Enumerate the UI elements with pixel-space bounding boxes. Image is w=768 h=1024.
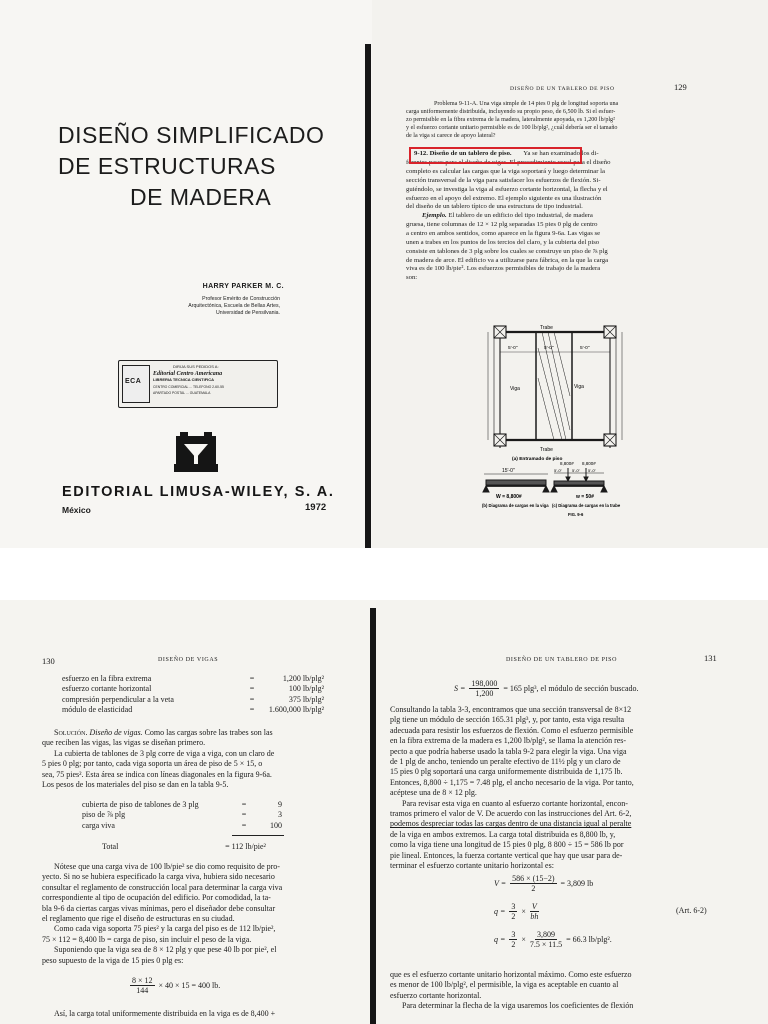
stamp-line: APARTADO POSTAL ... GUATEMALA (153, 391, 211, 396)
stamp-line: LIBRERIA TECNICA CIENTIFICA (153, 377, 215, 383)
text-line: Para revisar esta viga en cuanto al esfuerzo cortante horizontal, encon- (402, 798, 628, 808)
body-text (390, 970, 730, 1012)
text-line: unen a trabes en los puntos de los tercios del claro, y la cubierta del piso (406, 238, 600, 246)
author-desc-line: Profesor Emérito de Construcción (202, 296, 280, 302)
title-line: DISEÑO SIMPLIFICADO (58, 122, 325, 148)
stresses-table (62, 674, 362, 716)
solucion-label: Solución. (54, 728, 88, 737)
text-line: Entonces, 8,800 ÷ 1,175 = 7.48 plg, el ancho necesario de la viga. Por tanto, (390, 777, 634, 787)
table-cell-label: módulo de elasticidad (62, 705, 133, 715)
cover-page (0, 0, 372, 548)
dim-label: 5'-0" (580, 346, 590, 351)
fraction-denominator: 1,200 (475, 689, 494, 698)
running-head: DISEÑO DE UN TABLERO DE PISO (506, 657, 618, 663)
stamp-logo-icon (122, 365, 150, 403)
label-viga-mid: Viga (574, 384, 584, 390)
equation-lhs: V = (494, 879, 507, 888)
page-number: 131 (704, 653, 717, 663)
text-line: viva es de 100 lb/pie². Los esfuerzos permisibles de trabajo de la madera (406, 265, 601, 273)
equation-rest: = 3,809 lb (560, 879, 594, 888)
text-line: adecuada para resistir los esfuerzos de flexión. Como el esfuerzo permisible (390, 725, 634, 735)
text-line: consultar el reglamento de construcción local para determinar la carga viva (42, 882, 283, 892)
dim-label: 5'-0" (554, 468, 562, 473)
text-line: de 1 plg de ancho, teniendo un peralte efectivo de 11½ plg y un claro de (390, 757, 621, 767)
text-line: sección transversal de la viga para satisfacer los esfuerzos de flexión. Si- (406, 176, 601, 184)
table-cell-label: esfuerzo en la fibra extrema (62, 674, 152, 683)
text-line: Los pesos de los materiales del piso se dan en la tabla 9-5. (42, 780, 229, 790)
text-line: son: (406, 274, 418, 282)
text-line: correspondiente al tipo de ocupación del edificio. Por comodidad, la ta- (42, 893, 271, 903)
text-line: yecto. Si no se hubiera especificado la carga viva, hubiera sido necesario (42, 872, 275, 882)
body-text (390, 705, 720, 872)
publication-year: 1972 (305, 502, 327, 513)
page-number: 129 (674, 82, 687, 92)
load-label: 8,800# (582, 461, 596, 466)
dim-label: 5'-0" (544, 346, 554, 351)
table-cell-eq: = (241, 820, 247, 830)
text-line: Nótese que una carga viva de 100 lb/pie² se dio como requisito de pro- (54, 862, 280, 871)
text-line: consiste en tablones de 3 plg sobre los cuales se construye un piso de ⅞ plg (406, 247, 608, 255)
caption-c: (c) Diagrama de cargas en la trabe (552, 503, 621, 508)
text-line: Para determinar la flecha de la viga usaremos los coeficientes de flexión (402, 1001, 634, 1011)
caption-a: (a) Entramado de piso (512, 457, 563, 462)
article-reference: (Art. 6-2) (676, 906, 707, 915)
title-line: DE MADERA (130, 184, 272, 210)
table-cell-eq: = (249, 705, 255, 715)
times-sign: × (521, 935, 526, 944)
table-cell-value: 9 (278, 800, 282, 809)
fraction-numerator: 3 (511, 902, 516, 911)
table-cell-value: 375 lb/plg² (288, 694, 324, 704)
page-gutter (365, 44, 371, 548)
running-head: DISEÑO DE UN TABLERO DE PISO (510, 86, 615, 92)
floor-framing-diagram (488, 326, 622, 448)
label-trabe-top: Trabe (540, 325, 553, 331)
text-line: La cubierta de tablones de 3 plg corre de viga a viga, con un claro de (54, 748, 275, 758)
ejemplo-text (406, 212, 728, 283)
text-line: peso supuesto de la viga de 15 pies 0 plg es: (42, 955, 184, 965)
label-viga-left: Viga (510, 386, 520, 392)
fraction-numerator: 8 × 12 (132, 976, 153, 985)
loads-table (82, 800, 302, 853)
page-129 (372, 0, 768, 548)
text-line: de madera de arce. El edificio va a utilizarse para fábrica, en la que la carga (406, 256, 609, 264)
solucion-text (42, 728, 364, 790)
ejemplo-label: Ejemplo. (422, 212, 447, 219)
stamp-line: DIRIJA SUS PEDIDOS A: (173, 364, 219, 369)
stamp-text (153, 364, 275, 397)
section-modulus-equation (454, 679, 639, 698)
table-cell-label: piso de ⅞ plg (82, 810, 126, 820)
dim-label: 5'-0" (508, 346, 518, 351)
text-line: esfuerzo en el apoyo del extremo. El ejemplo siguiente es una ilustración (406, 194, 602, 202)
load-label-left: W = 8,800# (496, 494, 522, 500)
text-line: ferentes pasos para el diseño de vigas. El procedimiento usual para el diseño (406, 158, 611, 166)
text-line: el reglamento que rige el diseño de estructuras en su ciudad. (42, 914, 235, 924)
text-line: terminar el esfuerzo cortante unitario horizontal es: (390, 861, 554, 871)
text-line: que reciben las vigas, las vigas se diseñan primero. (42, 738, 206, 748)
fraction-numerator: 3 (511, 930, 516, 939)
beam-load-diagram (483, 474, 549, 492)
caption-b: (b) Diagrama de cargas en la viga (482, 503, 549, 508)
fraction-numerator: 586 × (15−2) (512, 874, 555, 883)
table-cell-eq: = (249, 694, 255, 704)
solucion-italic: Diseño de vigas. (89, 728, 143, 737)
table-row (62, 684, 362, 694)
load-label: 8,800# (560, 461, 574, 466)
shear-equation-v (494, 874, 593, 893)
publisher-logo-icon (170, 430, 222, 474)
fraction-numerator: V (531, 902, 537, 911)
table-rule (232, 835, 284, 836)
equation-rest: = 66.3 lb/plg². (566, 935, 612, 944)
table-cell-eq: = (241, 800, 247, 809)
fraction-numerator: 3,809 (537, 930, 556, 939)
text-line: 5 pies 0 plg; por tanto, cada viga soporta un área de piso de 5 × 15, o (42, 759, 263, 769)
title-line: DE ESTRUCTURAS (58, 153, 276, 179)
table-cell-label: carga viva (82, 820, 115, 830)
label-trabe-bottom: Trabe (540, 447, 553, 453)
bookseller-stamp (118, 360, 278, 408)
equation-rest: = 165 plg³, el módulo de sección buscado. (503, 684, 639, 693)
fraction-denominator: 7.5 × 11.5 (529, 940, 563, 949)
equation-lhs: q = (494, 935, 506, 944)
text-line: pecto a que podría haberse usado la tabla 9-2 para elegir la viga. Una viga (390, 746, 627, 756)
text-line: como la viga tiene una longitud de 15 pies 0 plg, 8 800 ÷ 15 = 586 lb por (390, 840, 624, 850)
publisher-city: México (62, 505, 91, 515)
text-line: del diseño de un tablero típico de una estructura de tipo industrial. (406, 203, 583, 211)
page-130 (0, 600, 376, 1024)
stamp-line: CENTRO COMERCIAL ... TELEFONO 2-60-55 (153, 384, 224, 389)
text-line: y el esfuerzo cortante unitario permisible es de 100 lb/plg², ¿cuál debería ser el tamaño (406, 125, 618, 131)
text-line: guiéndolo, se investiga la viga al esfuerzo cortante horizontal, la flecha y el (406, 185, 608, 193)
table-cell-label: compresión perpendicular a la veta (62, 694, 174, 704)
text-line: que es el esfuerzo cortante unitario horizontal máximo. Como este esfuerzo (390, 970, 632, 979)
heading-highlight-box (409, 147, 582, 164)
text-line: podemos despreciar todas las cargas dentro de una distancia igual al peralte (390, 819, 632, 829)
table-cell-value: 1.600,000 lb/plg² (268, 705, 324, 715)
text-line: es menor de 100 lb/plg², el permisible, la viga es aceptable en cuanto al (390, 980, 619, 990)
running-head: DISEÑO DE VIGAS (158, 657, 219, 663)
total-value: = 112 lb/pie² (225, 842, 266, 852)
table-cell-eq: = (249, 674, 255, 683)
fraction-denominator: 2 (511, 912, 516, 921)
table-cell-label: esfuerzo cortante horizontal (62, 684, 152, 694)
fraction-numerator: 198,000 (471, 679, 498, 688)
table-cell-value: 100 (270, 820, 282, 830)
text-line: Así, la carga total uniformemente distribuida en la viga es de 8,400 + (54, 1009, 276, 1018)
author-name: HARRY PARKER M. C. (202, 283, 284, 290)
text-line: plg tiene un módulo de sección 165.31 plg³, y, por tanto, esta viga resulta (390, 715, 625, 725)
text-line: gruesa, tiene columnas de 12 × 12 plg separadas 15 pies 0 plg de centro (406, 220, 598, 228)
figure-label: FIG. 9-6 (568, 512, 584, 517)
text-line: zo permisible en la fibra extrema de la madera, lateralmente apoyada, es 1,200 lb/plg² (406, 117, 615, 123)
table-cell-eq: = (241, 810, 247, 820)
fraction-denominator: 2 (531, 884, 536, 893)
shear-equation-q1 (494, 902, 539, 921)
figure-9-6 (482, 318, 752, 543)
table-row (82, 800, 302, 810)
shear-equation-q2 (494, 930, 612, 949)
equation-lhs: S = (454, 684, 466, 693)
dim-label: 5'-0" (588, 468, 596, 473)
text-line: en la fibra extrema de la madera es 1,200 lb/plg², se llama la atención res- (390, 736, 627, 746)
text-line: El tablero de un edificio del tipo industrial, de madera (448, 212, 593, 219)
author-desc-line: Arquitectónica, Escuela de Bellas Artes, (188, 303, 280, 309)
page-131 (376, 600, 768, 1024)
text-line: Como cada viga soporta 75 pies² y la carga del piso es de 112 lb/pie², (54, 924, 276, 934)
text-line: de la viga si carece de apoyo lateral? (406, 133, 496, 139)
fraction-denominator: 2 (511, 940, 516, 949)
total-label: Total (102, 842, 119, 852)
table-row (62, 695, 362, 705)
table-row (82, 821, 302, 831)
table-cell-value: 1,200 lb/plg² (282, 674, 324, 683)
fraction-denominator: bh (530, 912, 539, 921)
table-cell-value: 3 (278, 810, 282, 820)
table-row (62, 674, 362, 684)
table-row-total (82, 842, 302, 852)
times-sign: × (521, 907, 526, 916)
dim-label: 5'-0" (572, 468, 580, 473)
table-cell-label: cubierta de piso de tablones de 3 plg (82, 800, 199, 809)
stamp-logo-text: ECA (125, 378, 142, 385)
author-description (188, 296, 280, 317)
text-line: Consultando la tabla 3-3, encontramos que una sección transversal de 8×12 (390, 705, 632, 714)
author-desc-line: Universidad de Pensilvania. (215, 310, 280, 316)
load-label-right: w = 50# (576, 494, 594, 500)
table-row (62, 705, 362, 715)
span-label: 15'-0" (502, 468, 515, 474)
problem-text (406, 100, 724, 140)
publisher-name: EDITORIAL LIMUSA-WILEY, S. A. (62, 484, 335, 500)
text-line: esfuerzo cortante horizontal. (390, 990, 482, 1000)
body-text (42, 862, 364, 966)
text-line: carga uniformemente distribuida, incluyendo su propio peso, de 6,500 lb. Si el esfuer- (406, 109, 616, 115)
table-cell-value: 100 lb/plg² (288, 684, 324, 694)
text-line: bla 9-6 da ciertas cargas vivas mínimas, pero el diseñador debe consultar (42, 903, 276, 913)
equation-lhs: q = (494, 907, 506, 916)
beam-weight-equation (130, 976, 220, 995)
stamp-line: Editorial Centro Americana (153, 370, 223, 377)
text-line: a centro en ambos sentidos, como aparece en la figura 9-6a. Las vigas se (406, 229, 601, 237)
fraction-denominator: 144 (136, 986, 149, 995)
text-line: completo es calcular las cargas que la viga soportará y luego determinar la (406, 167, 605, 175)
text-line: Ya se han examinado los di- (523, 150, 599, 157)
book-title (58, 120, 324, 213)
text-line: pie lineal. Entonces, la fuerza cortante vertical que hay que usar para de- (390, 850, 623, 860)
text-line: Problema 9-11-A. Una viga simple de 14 pies 0 plg de longitud soporta una (434, 101, 619, 107)
text-line: 75 × 112 = 8,400 lb = carga de piso, sin incluir el peso de la viga. (42, 934, 252, 944)
section-heading: 9-12. Diseño de un tablero de piso. (414, 150, 512, 157)
text-line: sea, 75 pies². Esta área se indica con líneas diagonales en la figura 9-6a. (42, 769, 272, 779)
table-row (82, 810, 302, 820)
text-line: tramos primero el valor de V. De acuerdo con las instrucciones del Art. 6-2, (390, 809, 632, 819)
text-line: Como las cargas sobre las trabes son las (144, 728, 273, 737)
text-line: de la viga en ambos extremos. La carga total distribuida es 8,800 lb, y, (390, 829, 616, 839)
text-line: 15 pies 0 plg soportará una carga uniformemente distribuida de 1,175 lb. (390, 767, 623, 777)
equation-rest: × 40 × 15 = 400 lb. (158, 981, 221, 990)
page-number: 130 (42, 656, 55, 666)
text-line: Suponiendo que la viga sea de 8 × 12 plg y que pese 40 lb por pie², el (54, 945, 277, 955)
text-line: acéptese una de 8 × 12 plg. (390, 788, 477, 798)
table-cell-eq: = (249, 684, 255, 694)
